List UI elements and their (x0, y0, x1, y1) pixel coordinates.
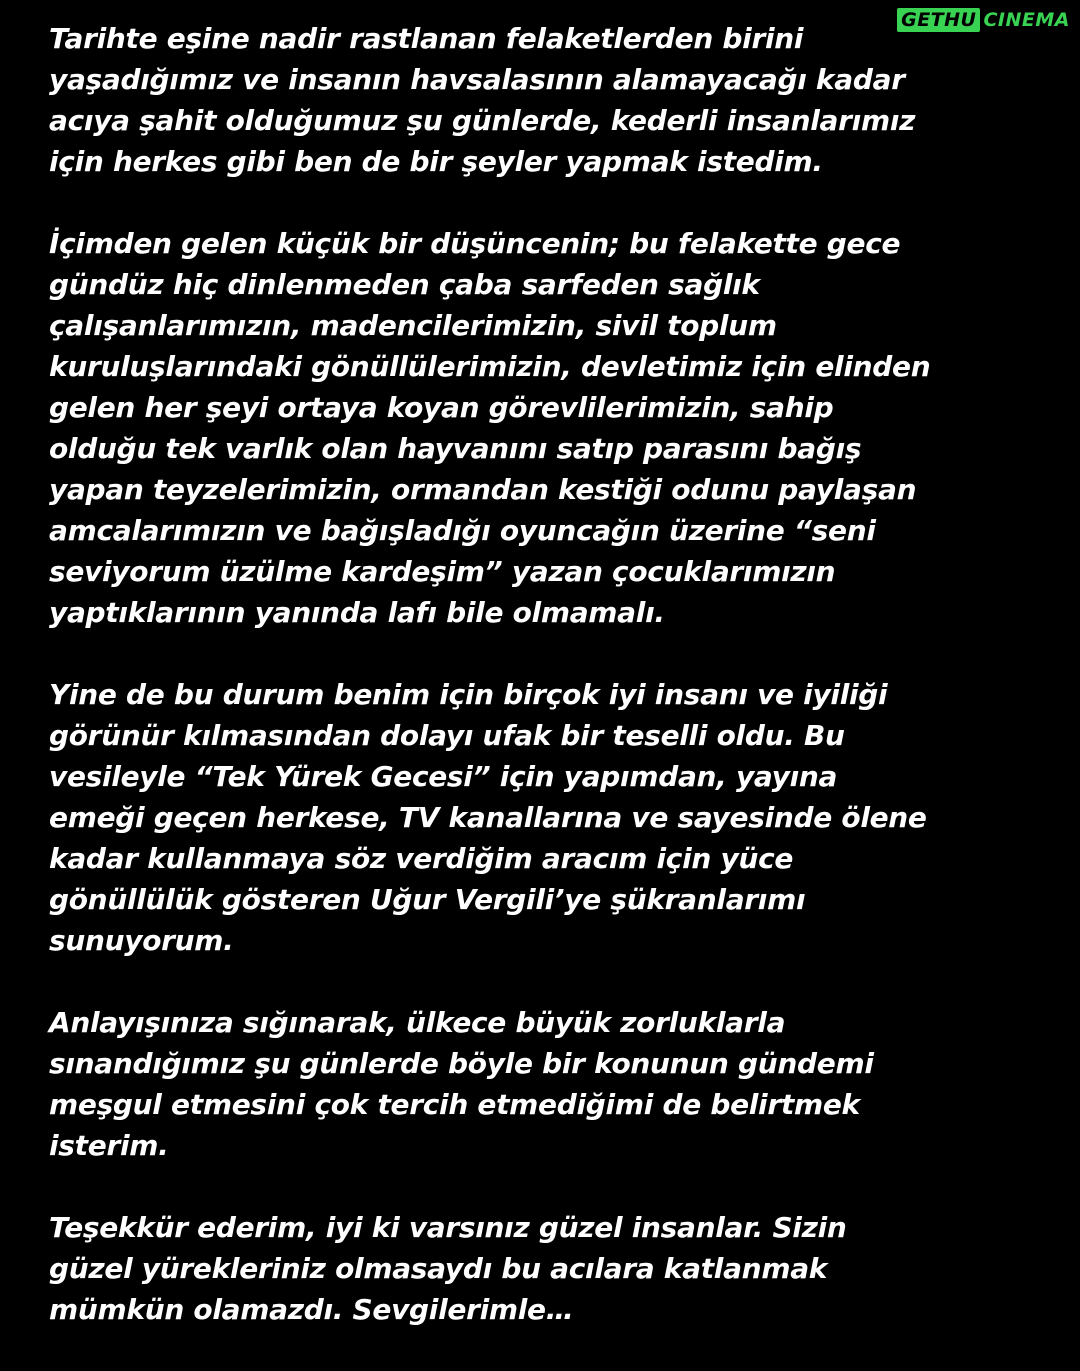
text-line: gündüz hiç dinlenmeden çaba sarfeden sağlık (49, 268, 760, 301)
text-line: acıya şahit olduğumuz şu günlerde, kederli insanlarımız (49, 104, 916, 137)
text-line: çalışanlarımızın, madencilerimizin, sivil toplum (49, 309, 777, 342)
text-line: sunuyorum. (49, 924, 234, 957)
text-line: kadar kullanmaya söz verdiğim aracım için yüce (49, 842, 794, 875)
text-line: İçimden gelen küçük bir düşüncenin; bu felakette gece (49, 227, 901, 260)
text-line: Tarihte eşine nadir rastlanan felaketlerden birini (49, 22, 804, 55)
text-line: sınandığımız şu günlerde böyle bir konunun gündemi (49, 1047, 874, 1080)
text-line: Teşekkür ederim, iyi ki varsınız güzel insanlar. Sizin (49, 1211, 847, 1244)
text-line: kuruluşlarındaki gönüllülerimizin, devletimiz için elinden (49, 350, 931, 383)
text-line: Yine de bu durum benim için birçok iyi insanı ve iyiliği (49, 678, 888, 711)
text-line: isterim. (49, 1129, 169, 1162)
text-line: gönüllülük gösteren Uğur Vergili’ye şükranlarımı (49, 883, 806, 916)
text-line: meşgul etmesini çok tercih etmediğimi de belirtmek (49, 1088, 860, 1121)
text-line: yaşadığımız ve insanın havsalasının alamayacağı kadar (49, 63, 905, 96)
paragraph-1 (49, 18, 1049, 182)
text-line: görünür kılmasından dolayı ufak bir teselli oldu. Bu (49, 719, 845, 752)
text-line: seviyorum üzülme kardeşim” yazan çocuklarımızın (49, 555, 836, 588)
logo-part-cinema: CINEMA (983, 8, 1070, 31)
text-line: için herkes gibi ben de bir şeyler yapmak istedim. (49, 145, 823, 178)
logo-part-gethu: GETHU (897, 8, 980, 32)
text-line: emeği geçen herkese, TV kanallarına ve sayesinde ölene (49, 801, 927, 834)
text-line: vesileyle “Tek Yürek Gecesi” için yapımdan, yayına (49, 760, 838, 793)
paragraph-2 (49, 223, 1049, 633)
text-line: yaptıklarının yanında lafı bile olmamalı. (49, 596, 665, 629)
text-line: yapan teyzelerimizin, ormandan kestiği odunu paylaşan (49, 473, 917, 506)
text-line: amcalarımızın ve bağışladığı oyuncağın üzerine “seni (49, 514, 876, 547)
text-line: Anlayışınıza sığınarak, ülkece büyük zorluklarla (49, 1006, 786, 1039)
text-line: gelen her şeyi ortaya koyan görevlilerimizin, sahip (49, 391, 834, 424)
text-line: olduğu tek varlık olan hayvanını satıp parasını bağış (49, 432, 862, 465)
statement-text (49, 18, 1049, 1371)
paragraph-3 (49, 674, 1049, 961)
paragraph-4 (49, 1002, 1049, 1166)
text-line: mümkün olamazdı. Sevgilerimle… (49, 1293, 574, 1326)
paragraph-5 (49, 1207, 1049, 1330)
text-line: güzel yürekleriniz olmasaydı bu acılara katlanmak (49, 1252, 828, 1285)
